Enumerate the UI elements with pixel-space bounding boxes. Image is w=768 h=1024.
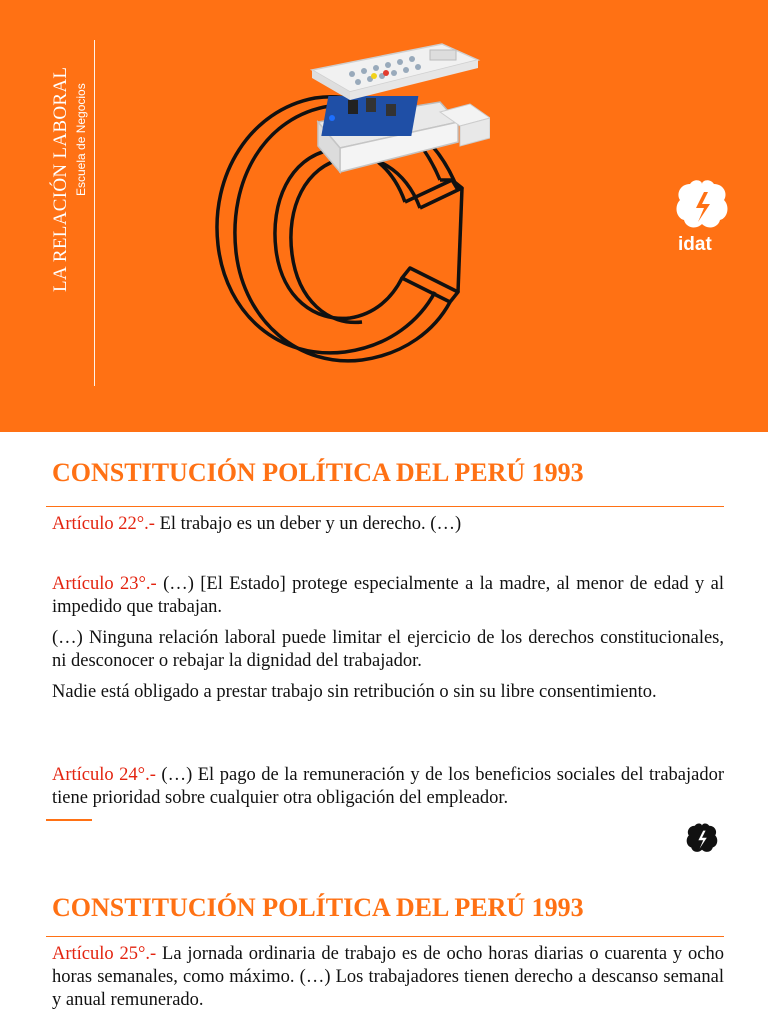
article-text: El trabajo es un deber y un derecho. (…) <box>154 514 462 534</box>
short-divider <box>46 819 92 821</box>
article-paragraph <box>52 681 724 704</box>
article-text: (…) [El Estado] protege especialmente a la madre, al menor de edad y al impedido que trabajan. <box>52 574 724 617</box>
article-text: (…) Ninguna relación laboral puede limitar el ejercicio de los derechos constitucionales, ni desconocer o rebajar la dignidad del trabajador. <box>52 628 724 671</box>
article-paragraph <box>52 513 724 536</box>
article-label: Artículo 22°.- <box>52 514 155 534</box>
letter-c-device-illustration <box>190 30 490 380</box>
article-paragraph <box>52 943 724 1012</box>
article-paragraph <box>52 573 724 619</box>
article-paragraph <box>52 764 724 810</box>
vertical-title: LA RELACIÓN LABORAL <box>50 66 71 292</box>
brain-logo-icon <box>672 178 732 234</box>
article-label: Artículo 24°.- <box>52 765 156 785</box>
cover-banner <box>0 0 768 432</box>
section-divider <box>46 506 724 507</box>
logo-text: idat <box>678 234 712 255</box>
section-title: CONSTITUCIÓN POLÍTICA DEL PERÚ 1993 <box>52 458 584 487</box>
section-title: CONSTITUCIÓN POLÍTICA DEL PERÚ 1993 <box>52 893 584 922</box>
article-text: La jornada ordinaria de trabajo es de ocho horas diarias o cuarenta y ocho horas semanales, como máximo. (…) Los trabajadores tienen derecho a descanso semanal y anual remunerado. <box>52 944 724 1010</box>
vertical-divider <box>94 40 95 386</box>
vertical-subtitle: Escuela de Negocios <box>74 83 88 196</box>
brain-logo-icon <box>684 820 720 858</box>
article-text: Nadie está obligado a prestar trabajo sin retribución o sin su libre consentimiento. <box>52 682 657 702</box>
article-paragraph <box>52 627 724 673</box>
article-text: (…) El pago de la remuneración y de los beneficios sociales del trabajador tiene prioridad sobre cualquier otra obligación del empleador. <box>52 765 724 808</box>
article-label: Artículo 25°.- <box>52 944 157 964</box>
article-label: Artículo 23°.- <box>52 574 157 594</box>
section-divider <box>46 936 724 937</box>
